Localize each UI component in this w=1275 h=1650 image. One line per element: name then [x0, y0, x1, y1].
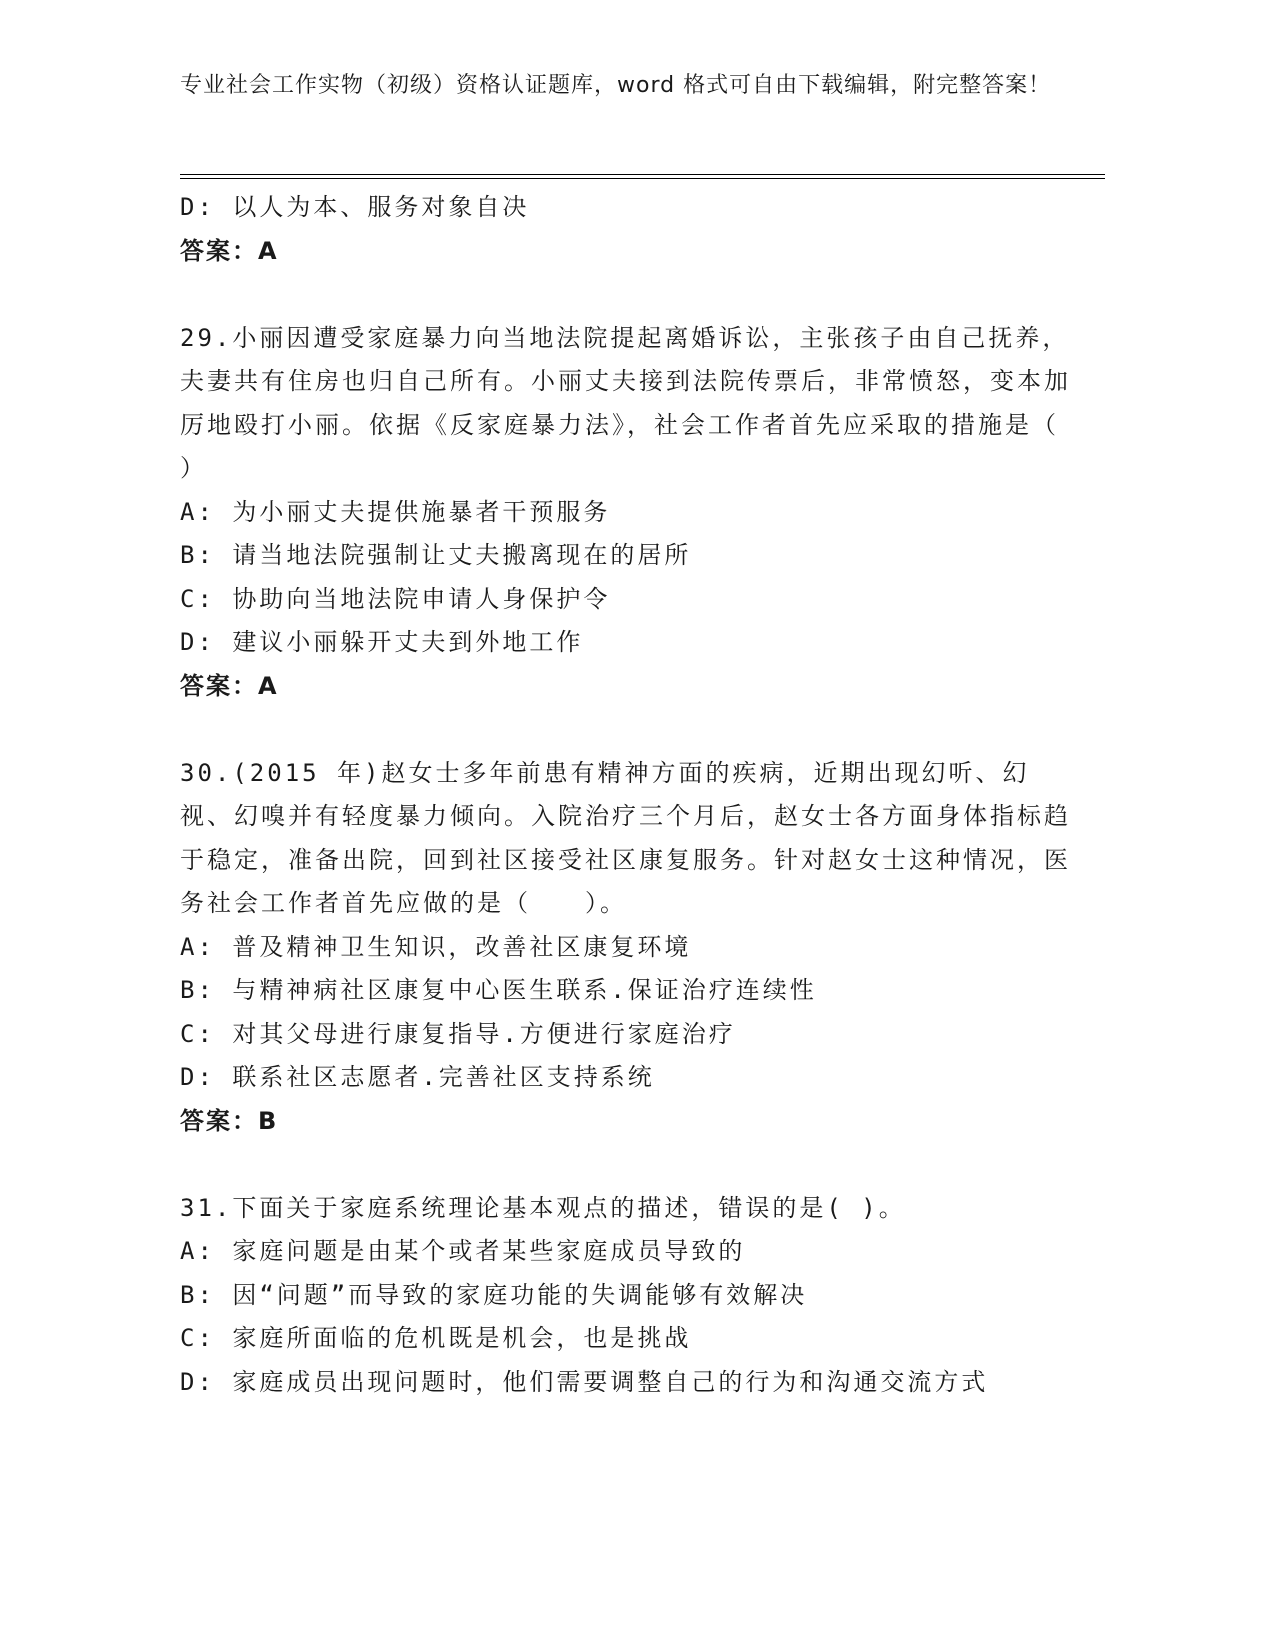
- option-a: A: 为小丽丈夫提供施暴者干预服务: [180, 497, 611, 526]
- option-b: B: 请当地法院强制让丈夫搬离现在的居所: [180, 541, 692, 569]
- option-a: A: 普及精神卫生知识，改善社区康复环境: [180, 932, 692, 961]
- spacer: [180, 273, 1080, 317]
- previous-question-tail: [180, 186, 1080, 273]
- question-29: [180, 317, 1080, 709]
- spacer: [180, 708, 1080, 752]
- option-b: B: 与精神病社区康复中心医生联系.保证治疗连续性: [180, 976, 817, 1004]
- document-body: [180, 186, 1080, 1404]
- question-stem: 30.(2015 年)赵女士多年前患有精神方面的疾病，近期出现幻听、幻视、幻嗅并有轻度暴力倾向。入院治疗三个月后，赵女士各方面身体指标趋于稳定，准备出院，回到社区接受社区康复服务。针对赵女士这种情况，医务社会工作者首先应做的是（ ）。: [180, 758, 1071, 917]
- option-d: D: 以人为本、服务对象自决: [180, 193, 530, 221]
- header-divider: [180, 174, 1105, 179]
- option-d: D: 联系社区志愿者.完善社区支持系统: [180, 1063, 655, 1091]
- option-a: A: 家庭问题是由某个或者某些家庭成员导致的: [180, 1237, 746, 1265]
- answer-line: 答案：A: [180, 236, 279, 265]
- spacer: [180, 1143, 1080, 1187]
- option-c: C: 家庭所面临的危机既是机会，也是挑战: [180, 1324, 692, 1352]
- option-c: C: 协助向当地法院申请人身保护令: [180, 584, 611, 613]
- option-c: C: 对其父母进行康复指导.方便进行家庭治疗: [180, 1019, 736, 1048]
- question-stem: 31.下面关于家庭系统理论基本观点的描述，错误的是( )。: [180, 1193, 906, 1222]
- page-header: 专业社会工作实物（初级）资格认证题库，word 格式可自由下载编辑，附完整答案！: [180, 73, 1052, 98]
- option-b: B: 因“问题”而导致的家庭功能的失调能够有效解决: [180, 1280, 808, 1309]
- question-31: [180, 1187, 1080, 1405]
- answer-line: 答案：A: [180, 671, 279, 700]
- question-30: [180, 752, 1080, 1144]
- question-stem: 29.小丽因遭受家庭暴力向当地法院提起离婚诉讼，主张孩子由自己抚养，夫妻共有住房也归自己所有。小丽丈夫接到法院传票后，非常愤怒，变本加厉地殴打小丽。依据《反家庭暴力法》，社会工作者首先应采取的措施是（ ）: [180, 323, 1071, 482]
- option-d: D: 家庭成员出现问题时，他们需要调整自己的行为和沟通交流方式: [180, 1367, 989, 1396]
- answer-line: 答案：B: [180, 1106, 279, 1135]
- option-d: D: 建议小丽躲开丈夫到外地工作: [180, 628, 584, 656]
